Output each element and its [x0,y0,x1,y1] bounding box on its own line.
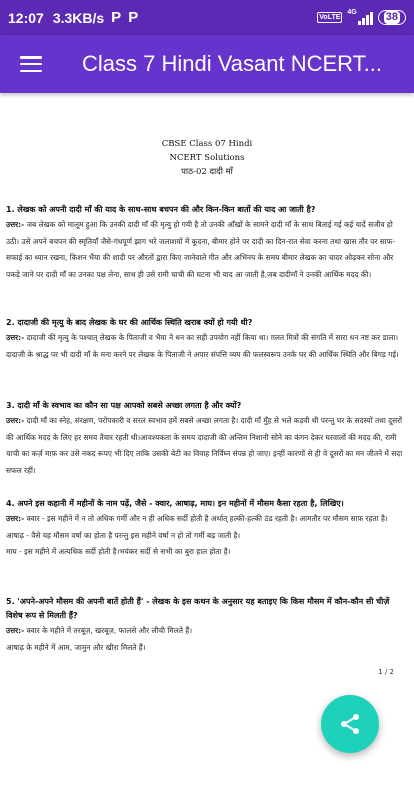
question-block [6,497,408,561]
answer-label: उत्तर:- [6,333,25,342]
answer-label: उत्तर:- [6,626,25,635]
answer-text [6,330,408,363]
question-text: 4. अपने इस कहानी में महीनों के नाम पढ़ें, जैसे - क्वार, आषाढ़, माघ। इन महीनों में मौसम कैसा रहता है, लिखिए। [6,499,344,508]
page-indicator: 1 / 2 [378,668,394,676]
status-network-speed: 3.3KB/s [52,9,105,26]
answer-label: उत्तर:- [6,416,25,425]
status-bar [0,0,414,35]
header-line: पाठ-02 दादी माँ [181,167,233,177]
answer-body: जब लेखक को मालूम हुआ कि उनकी दादी माँ की मृत्यु हो गयी है तो उनकी आँखों के सामने दादी माँ के साथ बिताई गई कई यादें सजीव हो उठी। उसे अपने बचपन की स्मृतियाँ जैसे-गंधपूर्ण झाग भरे जलाशयों में कूदना, बीमार होने पर दादी का दिन-रात सेवा करना तथा खास तौर पर साफ-सफाई का ध्यान रखना, किशन भैया की शादी पर औरतों द्वारा किए जानेवाले गीत और अभिनय के समय बीमार लेखक का चादर ओढ़कर सोना और पकड़े जाने पर दादी माँ का उनका पक्ष लेना, साथ ही उसे रामी चाची की घटना भी याद आ जाती है,जब दादीमाँ ने उनकी आर्थिक मदद की। [6,220,396,279]
hamburger-menu-icon[interactable] [20,56,42,72]
answer-body: क्वार के महीने में तरबूज़, खरबूज़, फालसे और लीची मिलते हैं। [24,626,193,635]
header-line: CBSE Class 07 Hindi [161,139,253,149]
answer-body: दादाजी की मृत्यु के पश्चात् लेखक के पिताजी व भैया ने धन का सही उपयोग नहीं किया था। ग़लत मित्रों की संगति में सारा धन नष्ट कर डाला। दादाजी के श्राद्ध पर भी दादी माँ के मना करने पर लेखक के पिताजी ने अपार संपत्ति व्यय की फलस्वरूप उनके घर की आर्थिक स्थिति और बिगड़ गई। [6,333,399,359]
question-block [6,316,408,363]
answer-label: उत्तर:- [6,220,25,229]
question-text: 2. दादाजी की मृत्यु के बाद लेखक के घर की आर्थिक स्थिति खराब क्यों हो गयी थी? [6,318,253,327]
question-text: 3. दादी माँ के स्वभाव का कौन सा पक्ष आपको सबसे अच्छा लगता है और क्यों? [6,401,242,410]
question-block [6,595,408,656]
status-time: 12:07 [8,9,44,26]
signal-icon [358,11,373,25]
question-text: 1. लेखक को अपनी दादी माँ की याद के साथ-साथ बचपन की और किन-किन बातों की याद आ जाती है? [6,205,316,214]
question-block [6,203,408,283]
answer-body: दादी माँ का स्नेह, संरक्षण, परोपकारी व सरल स्वभाव हमें सबसे अच्छा लगता है। दादी माँ मुँह से भले कड़वी थी परन्तु घर के सदस्यों तथा दूसरों की आर्थिक मदद के लिए हर समय तैयार रहती थी।आवश्यकता के समय दादाजी की अन्तिम निशानी सोने का कंगन देकर घरवालों की मदद की, रामी चाची का कर्ज़ माफ़ कर उसे नकद रूपए भी दिए ताकि उसकी बेटी का विवाह निर्विघ्न संपन्न हो जाए। इन्हीं कारणों से ही वे दूसरों का मन जीतने में सदा सफल रहीं। [6,416,403,475]
notification-app-icon: P [111,9,122,26]
answer-line: आषाढ़ - वैसे यह मौसम वर्षा का होता है परन्तु इस महीने वर्षा न हो तो गर्मी बढ़ जाती है। [6,530,241,540]
answer-body: क्वार - इस महीने में न तो अधिक गर्मी और न ही अधिक सर्दी होती है अर्थात् हल्की-हल्की ठंड रहती है। आमतौर पर मौसम साफ़ रहता है। [24,514,388,523]
notification-app-icon: P [128,9,139,26]
answer-label: उत्तर:- [6,514,25,523]
answer-text [6,413,408,479]
answer-text [6,623,408,640]
answer-text [6,511,408,528]
share-button[interactable] [321,695,379,753]
app-title: Class 7 Hindi Vasant NCERT... [82,51,382,76]
answer-text [6,217,408,283]
battery-icon [378,10,406,25]
pdf-page[interactable] [0,93,414,800]
answer-line: माघ - इस महीने में अत्यधिक सर्दी होती है।भयंकर सर्दी से सभी का बुरा हाल होता है। [6,547,231,556]
answer-line: आषाढ़ के महीने में आम, जामुन और खीरा मिलते हैं। [6,642,146,652]
network-type-label: 4G [347,9,357,16]
question-text: 5. 'अपने-अपने मौसम की अपनी बातें होती हैं' - लेखक के इस कथन के अनुसार यह बताइए कि किस मौसम में कौन-कौन सी चीज़ें विशेष रूप से मिलती हैं? [6,597,390,620]
header-line: NCERT Solutions [169,153,245,163]
app-bar [0,35,414,93]
share-icon [338,712,362,736]
document-header [0,137,414,179]
volte-icon: VoLTE [319,14,341,21]
battery-level: 38 [385,11,398,23]
question-block [6,399,408,479]
